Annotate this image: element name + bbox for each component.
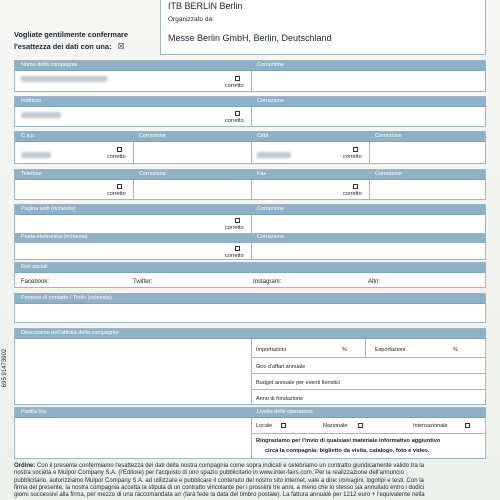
intro-text <box>14 30 154 51</box>
cap-value <box>21 152 51 158</box>
correct-label: corretto <box>225 118 244 124</box>
correct-checkbox[interactable] <box>117 147 122 152</box>
section-header <box>15 263 485 273</box>
divider <box>251 180 252 200</box>
section-contact <box>14 293 486 323</box>
activity-label: Descrizione dell'attività della compagnia <box>21 330 119 336</box>
city-value <box>257 152 291 158</box>
correct-label: corretto <box>107 154 126 160</box>
correct-label: corretto <box>225 83 244 89</box>
turnover-label: Giro d'affari annuale <box>256 364 306 370</box>
correct-checkbox[interactable] <box>353 147 358 152</box>
section-social <box>14 262 486 288</box>
operations-label: Livello delle operazioni <box>257 409 313 415</box>
correction-label: Correzione <box>257 98 284 104</box>
section-web-email <box>14 204 486 260</box>
divider <box>251 142 252 164</box>
thanks-line-1: Ringraziamo per l'invio di qualsiasi materiale informativo aggiuntivo <box>256 438 441 444</box>
divider <box>251 389 485 390</box>
intro-line-1: Vogliate gentilmente confermare <box>14 30 129 39</box>
address-value <box>21 112 61 118</box>
email-label: Posta elettronica (richiesta) <box>21 234 88 240</box>
phone-label: Telefono <box>21 171 42 177</box>
footer-line-1 <box>14 463 486 470</box>
intro-line-2-text: l'esattezza dei dati con una: <box>14 42 112 51</box>
divider <box>369 142 370 164</box>
founded-label: Anno di fondazione <box>256 396 304 402</box>
social-label: Reti sociali <box>21 264 48 270</box>
section-company-name <box>14 60 486 92</box>
imports-label: Importazioni <box>256 347 286 353</box>
intro-line-2 <box>14 42 154 51</box>
side-code: 695 91473902 <box>2 348 9 388</box>
footer-text <box>14 463 486 499</box>
budget-label: Budget annuale per eventi fieristici <box>256 380 341 386</box>
correct-label: corretto <box>225 253 244 259</box>
cap-label: C.a.p. <box>21 133 36 139</box>
footer-line-4: firma del presente, la nostra compagnia accetta la stipula di un contratto vincolante per i prossimi tre anni, a meno che lo stesso sia annullato entro i dodici <box>14 484 425 491</box>
twitter-label: Twitter: <box>133 279 153 285</box>
correct-checkbox[interactable] <box>235 76 240 81</box>
thanks-line-2: circa la compagnia: biglietto da visita, catalogo, foto e video. <box>265 448 430 454</box>
divider <box>251 339 252 405</box>
local-label: Locale <box>256 423 273 429</box>
contact-label: Persona di contatto / Titolo (richiesta) <box>21 295 112 301</box>
correct-checkbox[interactable] <box>117 184 122 189</box>
correction-label: Correzione <box>257 62 284 68</box>
vat-label: Partita Iva <box>21 409 46 415</box>
section-phone-fax <box>14 169 486 200</box>
correct-checkbox[interactable] <box>235 218 240 223</box>
divider <box>251 418 252 459</box>
correct-label: corretto <box>343 154 362 160</box>
footer-line-3: pubblicitario, autorizziamo Mulpor Company S.A. ad utilizzare e pubblicare il contenuto del nostro sito internet, vale a dire: immagini, logotipi e testi. Con la <box>14 477 424 484</box>
correct-label: corretto <box>343 191 362 197</box>
organizer-name: Messe Berlin GmbH, Berlin, Deutschland <box>168 33 332 43</box>
divider <box>251 243 252 260</box>
correction-label: Correzione <box>257 234 284 240</box>
section-header <box>15 170 485 180</box>
section-address <box>14 96 486 127</box>
section-header <box>15 132 485 142</box>
footer-line-1-text: Con il presente confermiamo l'esattezza dei dati della nostra compagnia come sopra indicati e celebriamo un contratto giuridicamente valido tra la <box>35 463 425 469</box>
facebook-label: Facebook: <box>21 279 50 285</box>
section-header <box>15 61 485 71</box>
divider <box>251 107 252 127</box>
fax-label: Fax <box>257 171 267 177</box>
company-name-value <box>21 76 107 82</box>
section-header <box>15 408 485 418</box>
organized-by-label: Organizzato da: <box>168 16 214 23</box>
other-label: Altri: <box>368 279 380 285</box>
exports-percent: % <box>453 347 458 353</box>
imports-percent: % <box>342 347 347 353</box>
divider <box>369 180 370 200</box>
correction-label: Correzione <box>139 133 166 139</box>
correction-label: Correzione <box>257 206 284 212</box>
divider <box>251 215 252 233</box>
divider <box>133 180 134 200</box>
section-header <box>15 205 485 215</box>
website-label: Pagina web (richiesta) <box>21 206 76 212</box>
correct-checkbox[interactable] <box>353 184 358 189</box>
footer-order-label: Ordine: <box>14 463 36 469</box>
national-label: Nazionale <box>323 423 348 429</box>
city-label: Città <box>257 133 269 139</box>
divider <box>251 357 485 358</box>
company-name-label: Nome della compagnia <box>21 62 78 68</box>
section-cap-city <box>14 131 486 164</box>
divider <box>251 71 252 92</box>
international-label: Internazionale <box>413 423 448 429</box>
correction-label: Correzione <box>375 171 402 177</box>
international-checkbox[interactable] <box>465 423 470 428</box>
section-header <box>15 97 485 107</box>
footer-line-2: nostra società e Mulpor Company S.A. (l'Editore) per l'acquisto di uno spazio pubblicitario in www.inter-fairs.com. Per la realizzazione dell'annuncio <box>14 470 404 477</box>
divider <box>251 373 485 374</box>
correct-label: corretto <box>107 191 126 197</box>
event-name: ITB BERLIN Berlin <box>168 1 243 11</box>
address-label: Indirizzo <box>21 98 42 104</box>
section-vat <box>14 407 486 459</box>
footer-line-5: giorni successivi alla firma, per mezzo di una raccomandata a/r (farà fede la data del timbro postale). La fattura annuale per 1212 euro + l'equivalente nella <box>14 492 425 499</box>
correct-checkbox[interactable] <box>235 111 240 116</box>
divider <box>133 142 134 164</box>
correction-label: Correzione <box>375 133 402 139</box>
divider <box>365 339 366 357</box>
national-checkbox[interactable] <box>358 423 363 428</box>
correct-label: corretto <box>225 225 244 231</box>
instagram-label: Instagram: <box>253 279 282 285</box>
correction-label: Correzione <box>139 171 166 177</box>
event-box <box>160 0 486 55</box>
local-checkbox[interactable] <box>281 423 286 428</box>
correct-checkbox[interactable] <box>235 246 240 251</box>
section-activity <box>14 328 486 405</box>
divider <box>251 433 485 434</box>
confirm-checkbox[interactable]: ☒ <box>117 42 125 51</box>
exports-label: Esportazioni <box>375 347 406 353</box>
